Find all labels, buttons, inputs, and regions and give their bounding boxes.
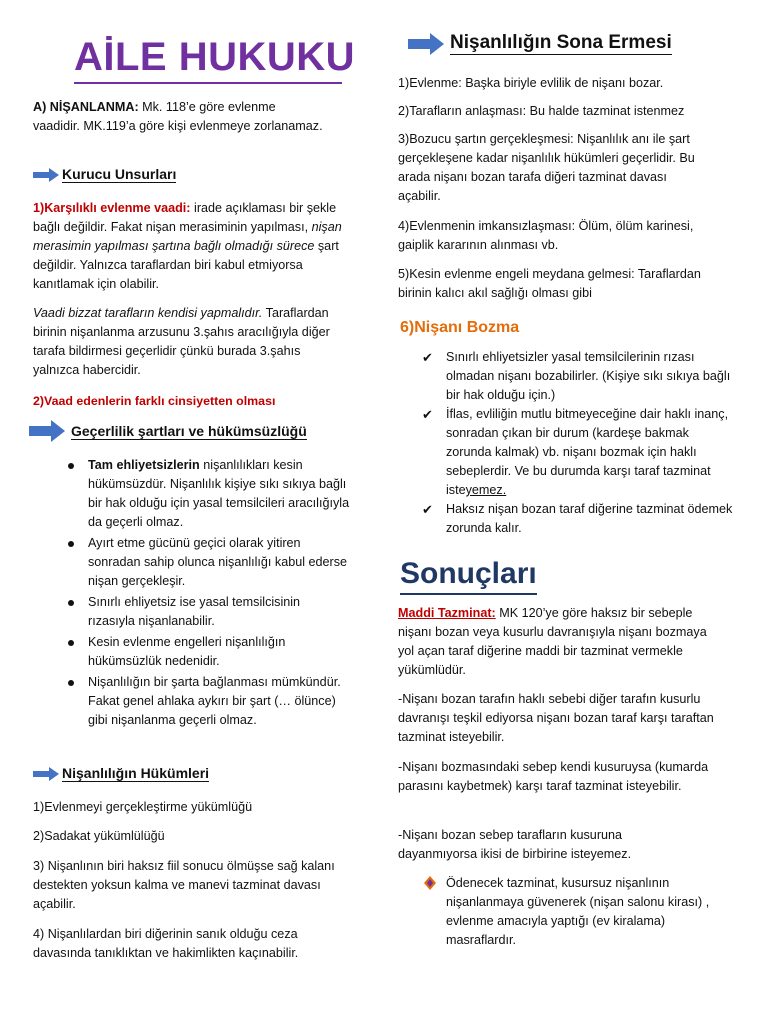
hukumler-heading bbox=[33, 765, 209, 782]
hukumler-item-4: 4) Nişanlılardan biri diğerinin sanık olduğu ceza davasında tanıklıktan ve hakimlikten kaçınabilir. bbox=[33, 927, 299, 960]
odenecek-item bbox=[446, 874, 731, 950]
arrow-right-icon bbox=[33, 168, 59, 182]
kurucu-heading bbox=[33, 166, 176, 183]
arrow-right-icon bbox=[408, 33, 444, 55]
sona-item-5: 5)Kesin evlenme engeli meydana gelmesi: Taraflardan birinin kalıcı akıl sağlığı olması gibi bbox=[398, 267, 701, 300]
kurucu-item-1-label: 1)Karşılıklı evlenme vaadi: bbox=[33, 201, 191, 215]
sona-item-1: 1)Evlenme: Başka biriyle evlilik de nişanı bozar. bbox=[398, 76, 664, 90]
checkmark-icon: ✔ bbox=[422, 350, 433, 365]
list-item-text: Haksız nişan bozan taraf diğerine tazminat ödemek zorunda kalır. bbox=[446, 502, 733, 535]
gecerlilik-heading bbox=[29, 420, 307, 442]
bozma-heading: 6)Nişanı Bozma bbox=[400, 319, 520, 336]
sona-item-4: 4)Evlenmenin imkansızlaşması: Ölüm, ölüm karinesi, gaiplik kararının alınması vb. bbox=[398, 219, 694, 252]
list-item-text: nişanlılıkları kesin hükümsüzdür. Nişanlılık kişiye sıkı sıkıya bağlı bir hak olduğu için yasal temsilcileri aracılığıyla da geçerli olmaz. bbox=[88, 458, 350, 529]
checkmark-icon: ✔ bbox=[422, 407, 433, 422]
list-item bbox=[88, 456, 350, 532]
bozma-list bbox=[422, 348, 736, 538]
kurucu-item-2 bbox=[33, 304, 343, 380]
list-item: Ayırt etme gücünü geçici olarak yitiren sonradan sahip olunca nişanlılığı kabul ederse nişan gerçekleşir. bbox=[88, 534, 350, 591]
gecerlilik-heading-label: Geçerlilik şartları ve hükümsüzlüğü bbox=[71, 422, 307, 439]
maddi-text: MK 120’ye göre haksız bir sebeple nişanı bozan veya kusurlu davranışıyla nişanı bozmaya yol açan taraf diğerine maddi bir tazminat vermekle yükümlüdür. bbox=[398, 606, 707, 677]
list-item: Kesin evlenme engelleri nişanlılığın hükümsüzlük nedenidir. bbox=[88, 633, 350, 671]
maddi-label: Maddi Tazminat: bbox=[398, 606, 496, 620]
kurucu-item-1-text-a: irade açıklaması bir şekle bağlı değildir. Fakat nişan merasiminin yapılması, bbox=[33, 201, 337, 234]
list-item: Sınırlı ehliyetsiz ise yasal temsilcisinin rızasıyla nişanlanabilir. bbox=[88, 593, 350, 631]
kurucu-item-2-text: Taraflardan birinin nişanlanma arzusunu 3.şahıs aracılığıyla diğer tarafa bildirmesi geçerlidir çünkü burada 3.şahıs yalnızca habercidir. bbox=[33, 306, 330, 377]
hukumler-item-3: 3) Nişanlının biri haksız fiil sonucu ölmüşse sağ kalanı destekten yoksun kalma ve manevi tazminat davası açabilir. bbox=[33, 859, 335, 911]
hukumler-item-1: 1)Evlenmeyi gerçekleştirme yükümlüğü bbox=[33, 800, 253, 814]
sonuc-paragraph-1: -Nişanı bozan tarafın haklı sebebi diğer tarafın kusurlu davranışı teşkil ediyorsa nişanı bozan taraf karşı taraftan tazminat isteyebilir. bbox=[398, 692, 714, 744]
kurucu-item-3: 2)Vaad edenlerin farklı cinsiyetten olması bbox=[33, 394, 276, 408]
gecerlilik-list bbox=[88, 456, 350, 730]
maddi-paragraph bbox=[398, 604, 718, 680]
hukumler-heading-label: Nişanlılığın Hükümleri bbox=[62, 765, 210, 781]
page-title: AİLE HUKUKU bbox=[74, 34, 342, 84]
sonuclar-heading: Sonuçları bbox=[400, 556, 537, 595]
list-item-underline: yemez. bbox=[465, 483, 507, 497]
arrow-right-icon bbox=[29, 420, 65, 442]
sona-heading bbox=[408, 32, 672, 55]
list-item bbox=[422, 348, 736, 405]
sonuc-paragraph-3: -Nişanı bozan sebep tarafların kusuruna dayanmıyorsa ikisi de birbirine isteyemez. bbox=[398, 828, 632, 861]
intro-paragraph bbox=[33, 98, 323, 136]
list-item-text: Sınırlı ehliyetsizler yasal temsilcilerinin rızası olmadan nişanı bozabilirler. (Kişiye sıkı sıkıya bağlı bir hak olduğu için.) bbox=[446, 350, 731, 402]
list-item: Nişanlılığın bir şarta bağlanması mümkündür. Fakat genel ahlaka aykırı bir şart (… ölünce) gibi nişanlanma geçerli olmaz. bbox=[88, 673, 350, 730]
list-item bbox=[422, 500, 736, 538]
kurucu-heading-label: Kurucu Unsurları bbox=[62, 166, 177, 182]
arrow-right-icon bbox=[33, 767, 59, 781]
odenecek-text: Ödenecek tazminat, kusursuz nişanlının nişanlanmaya güvenerek (nişan salonu kirası) , evlenme amacıyla yaptığı (ev kiralama) masraflardır. bbox=[446, 876, 710, 947]
sona-item-2: 2)Tarafların anlaşması: Bu halde tazminat istenmez bbox=[398, 104, 685, 118]
hukumler-item-2: 2)Sadakat yükümlülüğü bbox=[33, 829, 165, 843]
list-item bbox=[422, 405, 736, 500]
sona-heading-label: Nişanlılığın Sona Ermesi bbox=[450, 32, 672, 53]
diamond-bullet-icon bbox=[424, 876, 436, 890]
kurucu-item-1 bbox=[33, 199, 343, 294]
sona-item-3: 3)Bozucu şartın gerçekleşmesi: Nişanlılık anı ile şart gerçekleşene kadar nişanlılık hükümleri geçerlidir. Bu arada nişanı bozan tarafa diğeri tazminat davası açabilir. bbox=[398, 132, 695, 203]
kurucu-item-1-italic: nişan merasimin yapılması şartına bağlı olmadığı sürece bbox=[33, 220, 342, 253]
checkmark-icon: ✔ bbox=[422, 502, 433, 517]
sonuc-paragraph-2: -Nişanı bozmasındaki sebep kendi kusuruysa (kumarda parasını kaybetmek) karşı taraf tazminat isteyebilir. bbox=[398, 760, 709, 793]
intro-text: Mk. 118’e göre evlenme vaadidir. MK.119’a göre kişi evlenmeye zorlanamaz. bbox=[33, 100, 323, 133]
intro-bold: A) NİŞANLANMA: bbox=[33, 100, 139, 114]
list-item-text: İflas, evliliğin mutlu bitmeyeceğine dair haklı inanç, sonradan çıkan bir durum (kardeşe bakmak zorunda kalmak) vb. nişanı bozmak için haklı sebeplerdir. Ve bu durumda karşı taraf tazminat iste bbox=[446, 407, 729, 497]
kurucu-item-2-italic: Vaadi bizzat tarafların kendisi yapmalıdır. bbox=[33, 306, 263, 320]
list-item-bold: Tam ehliyetsizlerin bbox=[88, 458, 200, 472]
kurucu-item-1-text-b: şart değildir. Yalnızca taraflardan biri kabul etmiyorsa kanıtlamak için olabilir. bbox=[33, 239, 339, 291]
